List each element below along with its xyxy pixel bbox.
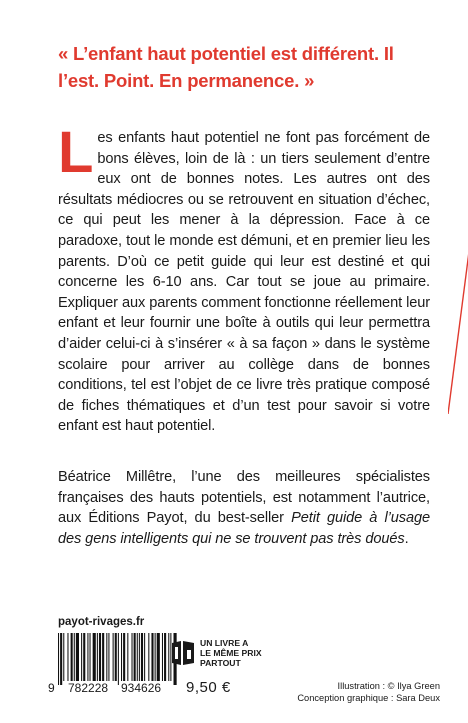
- prix-unique-logo-icon: [170, 639, 196, 669]
- credits: [297, 680, 440, 704]
- author-bio: [58, 467, 430, 549]
- bio-end: .: [404, 530, 409, 547]
- publisher-website: payot-rivages.fr: [58, 616, 145, 628]
- book-title: Petit guide à l’usage des gens intelligents qui ne se trouvent pas très doués: [58, 510, 430, 547]
- barcode-digit-prefix: 9: [48, 681, 55, 695]
- bio-text: Béatrice Millêtre, l’une des meilleures spécialistes françaises des hauts potentiels, est notamment l’autrice, aux Éditions Payot, du best-seller: [58, 469, 430, 527]
- logo-line-3: PARTOUT: [200, 658, 241, 668]
- price: 9,50 €: [186, 679, 231, 696]
- isbn-barcode: [48, 633, 178, 695]
- logo-line-1: UN LIVRE A: [200, 638, 249, 648]
- summary-paragraph: [58, 120, 430, 437]
- decorative-diagonal-line: [448, 244, 468, 414]
- summary-text: es enfants haut potentiel ne font pas forcément de bons élèves, loin de là : un tiers seulement d’entre eux ont de bonnes notes. Les autres ont des résultats médiocres ou se retrouvent en situation d’échec, ce qui peut les mener à la dépression. Face à ce paradoxe, tout le monde est démuni, et en premier lieu les parents. D’où ce petit guide qui leur est destiné et qui concerne les 6-10 ans. Car tout se joue au primaire. Expliquer aux parents comment fonctionne réellement leur enfant et leur fournir une boîte à outils qui leur permettra d’aider celui-ci à s’insérer « à sa façon » dans le système scolaire pour arriver au collège dans de bonnes conditions, tel est l’objet de ce livre très pratique composé de fiches thématiques et d’un test pour savoir si votre enfant est haut potentiel.: [58, 130, 430, 435]
- barcode-digits-left: 782228: [68, 681, 109, 695]
- prix-unique-label: [200, 638, 270, 668]
- drop-cap: L: [58, 120, 94, 185]
- logo-line-2: LE MÊME PRIX: [200, 648, 262, 658]
- design-credit: Conception graphique : Sara Deux: [297, 693, 440, 703]
- barcode-bars: [58, 633, 178, 685]
- illustration-credit: Illustration : © Ilya Green: [337, 681, 440, 691]
- barcode-digits-right: 934626: [121, 681, 162, 695]
- pull-quote: « L’enfant haut potentiel est différent. Il l’est. Point. En permanence. »: [58, 43, 394, 91]
